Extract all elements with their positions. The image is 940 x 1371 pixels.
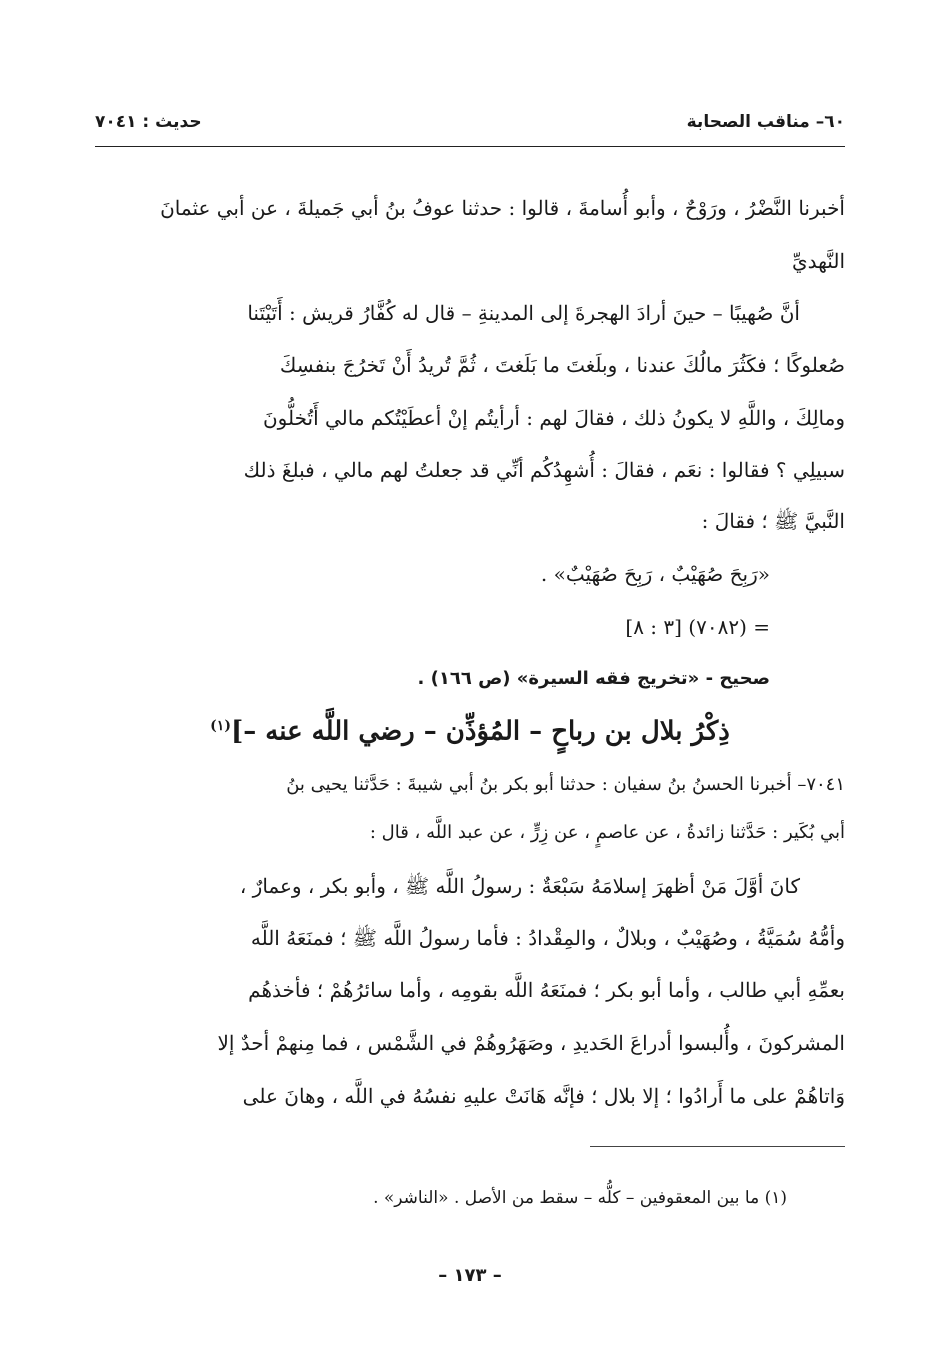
text-line: ومالِكَ ، واللَّهِ لا يكونُ ذلك ، فقالَ لهم : أرأيتُم إنْ أعطَيْتُكم مالي أَتُخلُّونَ bbox=[262, 406, 845, 430]
grading-note: صحيح - «تخريج فقه السيرة» (ص ١٦٦) . bbox=[417, 668, 770, 689]
text-line: النَّهديِّ bbox=[791, 249, 845, 273]
chapter-title bbox=[95, 700, 845, 752]
section-title: ٦٠– مناقب الصحابة bbox=[686, 112, 845, 132]
header-divider bbox=[95, 146, 845, 147]
hadith-reference: حديث : ٧٠٤١ bbox=[95, 112, 202, 132]
footnote: (١) ما بين المعقوفين – كلُّه – سقط من الأصل . «الناشر» . bbox=[373, 1188, 787, 1208]
prophetic-saying: «رَبِحَ صُهَيْبٌ ، رَبِحَ صُهَيْبٌ» . bbox=[540, 562, 770, 586]
footnote-marker: (١) bbox=[210, 718, 231, 734]
text-line: المشركونَ ، وأُلبسوا أدراعَ الحَديدِ ، وصَهَرُوهُمْ في الشَّمْس ، فما مِنهمْ أحدٌ إلا bbox=[217, 1031, 845, 1055]
chapter-title-text: ذِكْرُ بلال بن رباحٍ – المُؤذِّن – رضي اللَّه عنه –] bbox=[230, 716, 730, 747]
text-line: كانَ أوَّلَ مَنْ أظهرَ إسلامَهُ سَبْعَةٌ : رسولُ اللَّه ﷺ ، وأبو بكر ، وعمارٌ ، bbox=[239, 874, 800, 898]
text-line: سبيلِي ؟ فقالوا : نعَم ، فقالَ : أُشهِدُكُم أنِّي قد جعلتُ لهم مالي ، فبلغَ ذلك bbox=[243, 458, 845, 482]
text-line: بعمِّهِ أبي طالب ، وأما أبو بكر ؛ فمنَعَهُ اللَّه بقومِه ، وأما سائرُهُمْ ؛ فأخذهُم bbox=[248, 978, 845, 1002]
text-line: صُعلوكًا ؛ فكَثُرَ مالُكَ عندنا ، وبلَغتَ ما بَلَغتَ ، ثُمَّ تُريدُ أَنْ تَخرُجَ بنفسِكَ bbox=[279, 353, 845, 377]
text-line: وَاتاهُمْ على ما أَرادُوا ؛ إلا بلال ؛ فإنَّه هَانَتْ عليهِ نفسُهُ في اللَّه ، وهانَ على bbox=[242, 1084, 845, 1108]
text-line: وأمُّهُ سُمَيَّةُ ، وصُهَيْبٌ ، وبلالٌ ، والمِقْدادُ : فأما رسولُ اللَّه ﷺ ؛ فمنَعَهُ اللَّه bbox=[250, 926, 845, 950]
text-line: أخبرنا النَّضْرُ ، ورَوْحٌ ، وأبو أُسامةَ ، قالوا : حدثنا عوفُ بنُ أبي جَميلةَ ، عن أبي عثمانَ bbox=[160, 196, 845, 220]
cross-reference: = (٧٠٨٢) [٣ : ٨] bbox=[625, 615, 770, 639]
running-header bbox=[95, 108, 845, 142]
page-number: – ١٧٣ – bbox=[438, 1265, 502, 1286]
text-line: أنَّ صُهيبًا – حينَ أرادَ الهجرةَ إلى المدينةِ – قال له كُفَّارُ قريش : أَتَيْتَنا bbox=[247, 301, 800, 325]
isnad-line: ٧٠٤١– أخبرنا الحسنُ بنُ سفيان : حدثنا أبو بكر بنُ أبي شيبةَ : حَدَّثنا يحيى بنُ bbox=[286, 774, 845, 795]
footnote-divider bbox=[590, 1146, 845, 1147]
text-line: النَّبيَّ ﷺ ؛ فقالَ : bbox=[701, 509, 845, 533]
isnad-line: أبي بُكَير : حَدَّثنا زائدةُ ، عن عاصمٍ ، عن زِرٍّ ، عن عبد اللَّه ، قال : bbox=[369, 822, 845, 843]
